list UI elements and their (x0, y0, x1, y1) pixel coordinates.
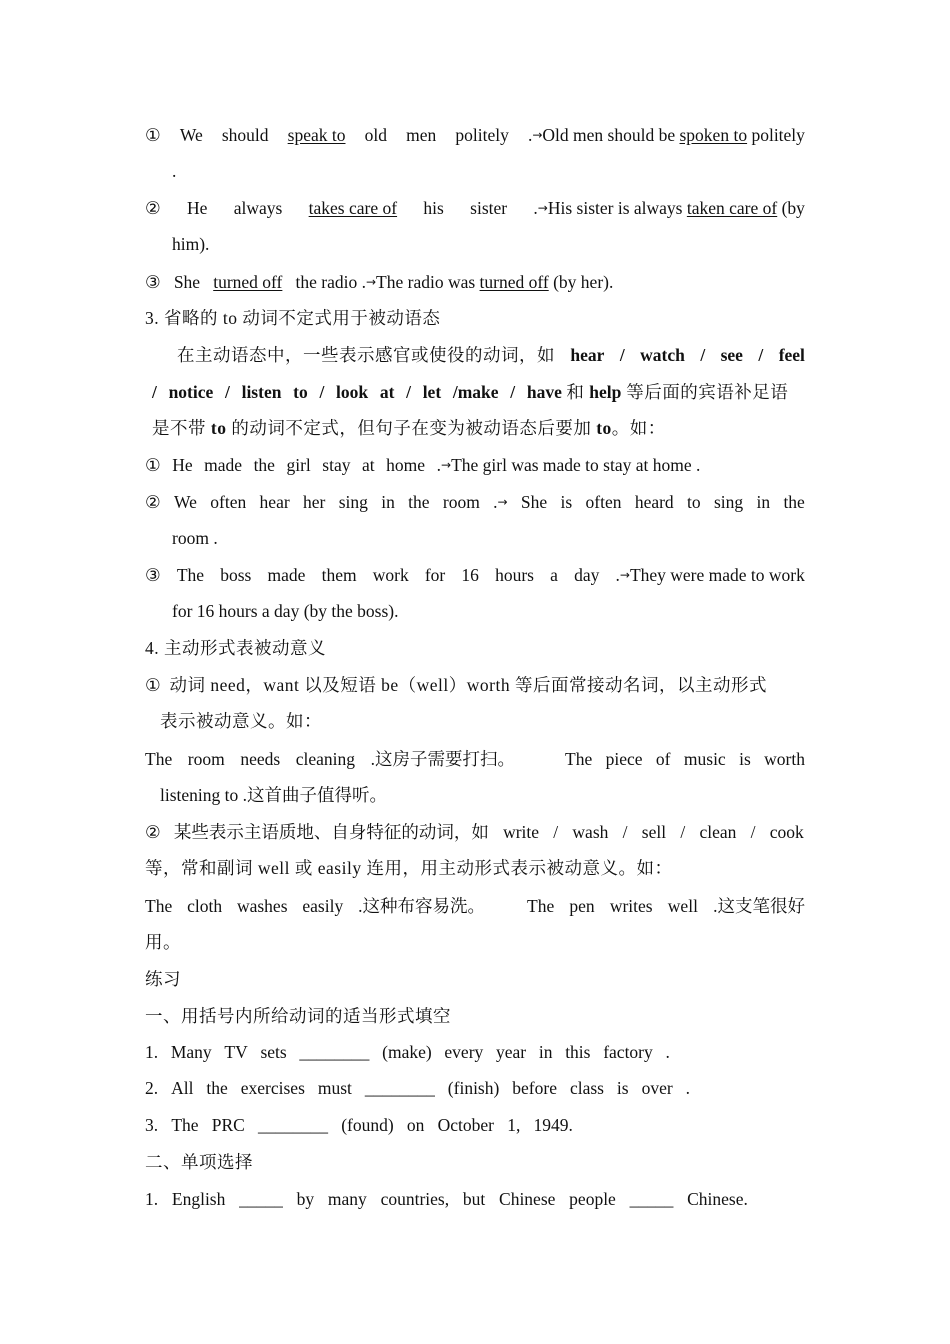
word: hear (259, 492, 290, 512)
sec3-paragraph-line1 (177, 343, 805, 367)
word: .这种布容易洗。 (358, 896, 485, 916)
practice-part1-heading: 一、用括号内所给动词的适当形式填空 (145, 1006, 451, 1026)
word: music (683, 749, 726, 769)
word: / (225, 382, 230, 402)
word: in (381, 492, 395, 512)
word: PRC (211, 1115, 245, 1135)
word: boss (220, 565, 252, 585)
word: / (319, 382, 325, 402)
word: always (233, 198, 283, 218)
word: /make (452, 382, 499, 402)
word: / (406, 382, 411, 402)
word: sell (641, 822, 667, 842)
ex-number: ③ (145, 565, 161, 585)
word: (found) (341, 1115, 394, 1135)
word: She (520, 492, 548, 512)
word: the radio . (295, 272, 366, 292)
word: 1, (507, 1115, 521, 1135)
sec4-point-1: ① 动词 need，want 以及短语 be（well）worth 等后面常接动名词，以主动形式 (145, 675, 767, 695)
result-text: The radio was (376, 272, 480, 292)
word: on (406, 1115, 425, 1135)
arrow-icon: → (441, 458, 452, 472)
arrow-icon: → (537, 201, 548, 215)
word: .这支笔很好 (713, 896, 805, 916)
word: should (221, 125, 269, 145)
word: / (510, 382, 516, 402)
text: 在主动语态中，一些表示感官或使役的动词，如 (177, 345, 555, 365)
sec4-heading: 4. 主动形式表被动意义 (145, 638, 326, 658)
word: 1. (145, 1189, 159, 1209)
sec3-example-2 (145, 490, 805, 514)
word: many (327, 1189, 367, 1209)
word: The (176, 565, 205, 585)
word: 2. (145, 1078, 159, 1098)
question-text (145, 1076, 690, 1100)
verb-list-item: feel (778, 345, 805, 365)
word: 3. (145, 1115, 159, 1135)
verb-list (152, 380, 562, 404)
sentence (145, 894, 485, 918)
word: sister (470, 198, 508, 218)
word: All (171, 1078, 194, 1098)
verb-list-item: watch (640, 345, 685, 365)
word: easily (302, 896, 344, 916)
word: The (145, 896, 173, 916)
word: at (379, 382, 395, 402)
arrow-icon: → (619, 568, 630, 582)
verb: help (589, 382, 622, 402)
word: The (527, 896, 555, 916)
result-text: They were made to work (629, 565, 805, 585)
word: before (512, 1078, 557, 1098)
word: is (616, 1078, 629, 1098)
word: in (538, 1042, 553, 1062)
sec4-point-2-cont: 等，常和副词 well 或 easily 连用，用主动形式表示被动意义。如： (145, 858, 673, 878)
word: clean (699, 822, 737, 842)
word: made (204, 455, 243, 475)
question-text (145, 1113, 573, 1137)
word: his (423, 198, 444, 218)
word: factory (603, 1042, 653, 1062)
word: people (569, 1189, 616, 1209)
sentence (145, 747, 515, 771)
sec2-example-1 (145, 123, 805, 147)
result-clause: .→Old men should be spoken to politely (527, 125, 805, 145)
verb-list-item: / (758, 345, 764, 365)
word: He (172, 455, 193, 475)
word: 某些表示主语质地、自身特征的动词，如 (173, 822, 489, 842)
word: room (187, 749, 225, 769)
word: worth (764, 749, 805, 769)
underlined-phrase: speak to (287, 125, 346, 145)
word: at (362, 455, 375, 475)
word: . (436, 455, 441, 475)
sec4-point-1-cont: 表示被动意义。如： (160, 711, 322, 731)
word: Chinese. (687, 1189, 748, 1209)
word: cleaning (295, 749, 356, 769)
word: cloth (187, 896, 223, 916)
word: the (206, 1078, 228, 1098)
word: by (296, 1189, 315, 1209)
word: _____ (629, 1189, 674, 1209)
word: in (756, 492, 771, 512)
word: politely (455, 125, 509, 145)
word: piece (605, 749, 643, 769)
word: countries, (380, 1189, 450, 1209)
word: She (173, 272, 201, 292)
sec4-example-row-1 (145, 747, 805, 771)
word: but (462, 1189, 486, 1209)
word: Chinese (499, 1189, 556, 1209)
word: class (569, 1078, 604, 1098)
verb-list-item: see (720, 345, 743, 365)
word: is (739, 749, 751, 769)
result-text: (by her). (548, 272, 614, 292)
word: old (364, 125, 387, 145)
word: sets (260, 1042, 287, 1062)
sec3-example-3-cont: for 16 hours a day (by the boss). (172, 601, 399, 621)
ex-number: ② (145, 198, 161, 218)
word: a (550, 565, 558, 585)
word: room (442, 492, 480, 512)
text: 和 (566, 382, 590, 402)
word: made (267, 565, 306, 585)
word: .这房子需要打扫。 (370, 749, 515, 769)
ex-number: ① (145, 455, 161, 475)
sentence (565, 747, 805, 771)
word: cook (769, 822, 804, 842)
sec3-example-2-cont: room . (172, 528, 218, 548)
word: We (174, 492, 197, 512)
word: .→ (493, 492, 508, 512)
word: ________ (299, 1042, 370, 1062)
word: girl (286, 455, 311, 475)
word: _____ (239, 1189, 283, 1209)
result-clause: .→His sister is always taken care of (by (533, 198, 805, 218)
word: every (444, 1042, 484, 1062)
sec2-example-2 (145, 196, 805, 220)
arrow-icon: → (532, 128, 543, 142)
sec2-example-2-cont: him). (172, 234, 210, 254)
question-text (145, 1187, 748, 1211)
point-text (174, 820, 804, 844)
word: The (565, 749, 593, 769)
word: October (437, 1115, 494, 1135)
ex-number: ② (145, 492, 161, 512)
word: day (574, 565, 600, 585)
practice-mc-question-1 (145, 1187, 805, 1211)
sec3-paragraph-line2 (152, 380, 805, 404)
word: the (783, 492, 805, 512)
sec3-example-1 (145, 453, 805, 477)
word: He (187, 198, 208, 218)
word: ________ (364, 1078, 435, 1098)
verb-list-item: / (619, 345, 625, 365)
word: 1. (145, 1042, 159, 1062)
word: sing (338, 492, 368, 512)
word: often (585, 492, 622, 512)
word: stay (322, 455, 351, 475)
arrow-icon: → (497, 495, 508, 509)
ex-number: ① (145, 125, 161, 145)
word: look (336, 382, 369, 402)
word: listen (241, 382, 282, 402)
sec3-example-3 (145, 563, 805, 587)
sec2-example-1-cont: . (172, 161, 177, 181)
practice-question-3 (145, 1113, 805, 1137)
question-text (145, 1040, 670, 1064)
word: the (253, 455, 275, 475)
sec3-heading: 3. 省略的 to 动词不定式用于被动语态 (145, 308, 441, 328)
word: pen (569, 896, 595, 916)
word: . (665, 1042, 670, 1062)
word: notice (168, 382, 214, 402)
word: year (496, 1042, 527, 1062)
word: well (667, 896, 698, 916)
practice-part2-heading: 二、单项选择 (145, 1152, 253, 1172)
word: / (622, 822, 628, 842)
word: 1949. (533, 1115, 573, 1135)
arrow-icon: → (365, 275, 377, 289)
word: TV (224, 1042, 248, 1062)
word: The (145, 749, 173, 769)
word: / (152, 382, 157, 402)
word: hours (495, 565, 534, 585)
word: is (560, 492, 573, 512)
word: washes (236, 896, 288, 916)
word: (finish) (447, 1078, 500, 1098)
word: .→They were made to work (615, 565, 805, 585)
practice-question-1 (145, 1040, 805, 1064)
word: / (553, 822, 559, 842)
underlined-phrase: takes care of (308, 198, 398, 218)
ex-number: ③ (145, 272, 161, 292)
word: / (750, 822, 756, 842)
word: to (293, 382, 308, 402)
word: . (685, 1078, 690, 1098)
text: 等后面的宾语补足语 (621, 382, 789, 402)
sec4-point-2: ② 某些表示主语质地、自身特征的动词，如 write / wash / sell / clean / cook (145, 822, 804, 842)
word: often (210, 492, 247, 512)
word: English (171, 1189, 226, 1209)
sec3-paragraph-line3: 是不带 to 的动词不定式，但句子在变为被动语态后要加 to。如： (152, 418, 666, 438)
word: heard (634, 492, 674, 512)
word: 16 (461, 565, 479, 585)
word: home (386, 455, 426, 475)
word: exercises (240, 1078, 305, 1098)
word: the (408, 492, 430, 512)
word: needs (240, 749, 281, 769)
word: to (687, 492, 701, 512)
word: writes (609, 896, 653, 916)
verb-list-item: / (700, 345, 706, 365)
word: Many (170, 1042, 212, 1062)
word: men (406, 125, 437, 145)
word: have (526, 382, 562, 402)
underlined-phrase: turned off (213, 272, 283, 292)
word: write (503, 822, 540, 842)
result-text: The girl was made to stay at home . (451, 455, 701, 475)
word: over (641, 1078, 673, 1098)
sec4-example-row-1-cont: listening to .这首曲子值得听。 (160, 785, 388, 805)
word: sing (713, 492, 744, 512)
word: wash (572, 822, 609, 842)
sec4-example-row-2 (145, 894, 805, 918)
word: let (422, 382, 442, 402)
word: / (680, 822, 686, 842)
word: this (565, 1042, 591, 1062)
sec4-example-row-2-cont: 用。 (145, 932, 181, 952)
word: work (372, 565, 409, 585)
sentence (145, 453, 441, 477)
practice-title: 练习 (145, 969, 181, 989)
word: of (655, 749, 671, 769)
practice-question-2 (145, 1076, 805, 1100)
word: them (321, 565, 357, 585)
word: must (317, 1078, 352, 1098)
word: ________ (258, 1115, 329, 1135)
word: (make) (382, 1042, 432, 1062)
word: her (303, 492, 326, 512)
verb-list-item: hear (570, 345, 605, 365)
sec2-example-3 (145, 270, 805, 294)
word: The (171, 1115, 199, 1135)
underlined-phrase: turned off (479, 272, 549, 292)
word: for (424, 565, 446, 585)
word: We (179, 125, 203, 145)
sentence (527, 894, 805, 918)
